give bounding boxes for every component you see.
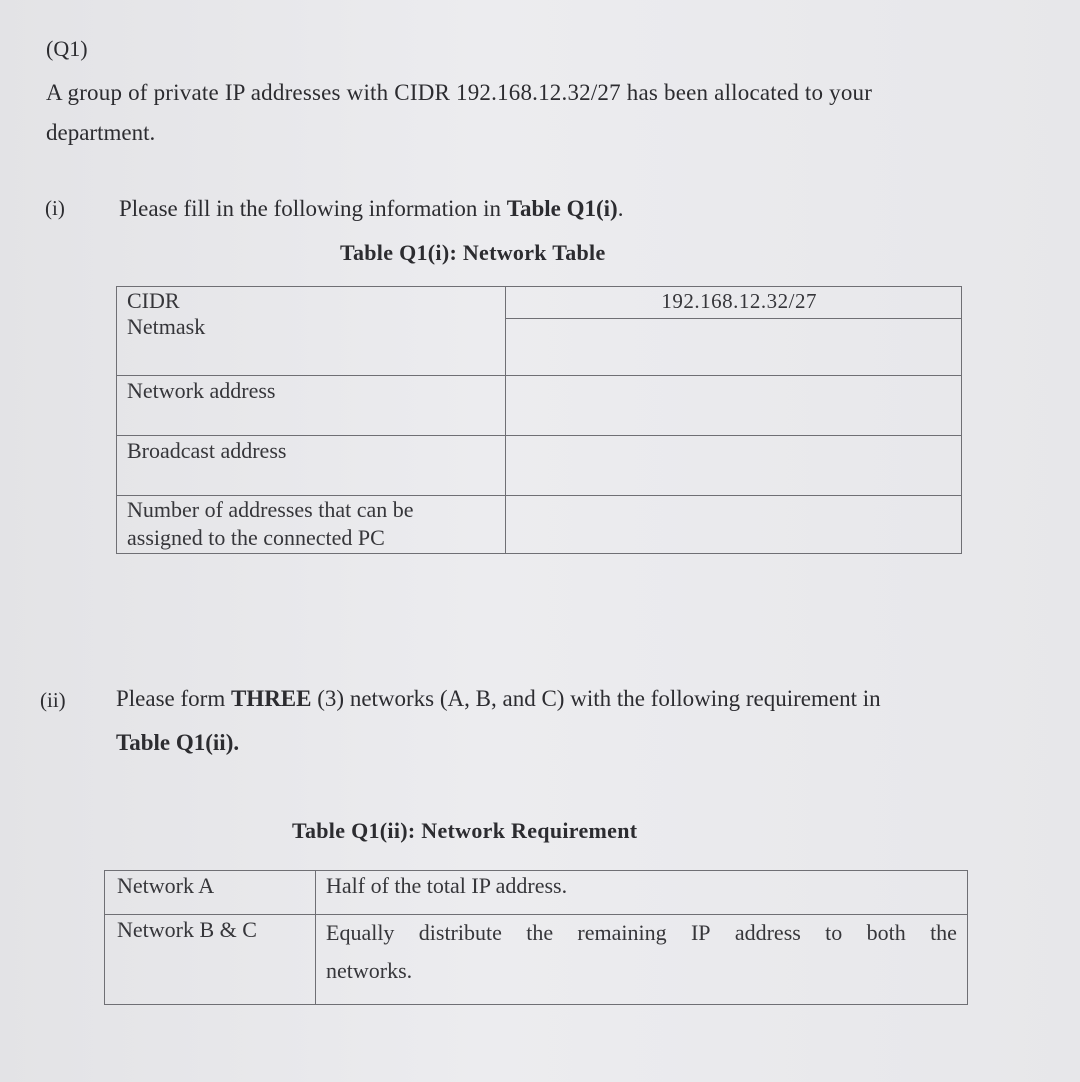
part2-number: (ii) bbox=[40, 688, 66, 712]
table-row bbox=[117, 376, 962, 436]
assignable-addresses-line1: Number of addresses that can be bbox=[127, 497, 414, 522]
requirement-network-bc-line2: networks. bbox=[326, 958, 413, 983]
requirement-word: remaining bbox=[577, 920, 667, 945]
table-row bbox=[105, 915, 968, 1005]
part2-instruction-line2: Table Q1(ii). bbox=[116, 730, 240, 755]
network-table-label-network-address: Network address bbox=[117, 376, 506, 436]
part1-instruction-prefix: Please fill in the following information in bbox=[119, 196, 507, 221]
network-table-label-broadcast-address: Broadcast address bbox=[117, 436, 506, 496]
part1-instruction-suffix: . bbox=[617, 196, 624, 221]
part1-number: (i) bbox=[45, 196, 65, 220]
requirement-word: the bbox=[930, 920, 957, 945]
network-table-label-netmask: Netmask bbox=[127, 314, 206, 339]
table-row bbox=[117, 436, 962, 496]
part2-instruction-prefix: Please form bbox=[116, 686, 231, 711]
part2-instruction-suffix: (3) networks (A, B, and C) with the following requirement in bbox=[311, 686, 881, 711]
question-intro-line1: A group of private IP addresses with CIDR 192.168.12.32/27 has been allocated to your bbox=[46, 80, 873, 105]
part2-instruction-line1 bbox=[116, 686, 881, 712]
network-table-label-cidr: CIDR bbox=[127, 288, 180, 313]
requirement-word: the bbox=[526, 920, 554, 945]
requirement-word: IP bbox=[690, 920, 711, 945]
network-table bbox=[116, 286, 962, 554]
requirement-word: distribute bbox=[418, 920, 502, 945]
network-table-value-assignable-addresses[interactable] bbox=[506, 496, 962, 554]
requirement-word: both bbox=[866, 920, 906, 945]
network-table-value-broadcast-address[interactable] bbox=[506, 436, 962, 496]
network-table-label-cidr-netmask bbox=[117, 287, 506, 376]
network-table-value-netmask[interactable] bbox=[506, 319, 962, 376]
requirement-network-bc-label: Network B & C bbox=[105, 915, 316, 1005]
assignable-addresses-line2: assigned to the connected PC bbox=[127, 525, 385, 550]
requirement-word: address bbox=[734, 920, 801, 945]
network-table-value-network-address[interactable] bbox=[506, 376, 962, 436]
part1-instruction-table-ref: Table Q1(i) bbox=[506, 196, 618, 221]
requirement-network-a-text: Half of the total IP address. bbox=[316, 871, 968, 915]
table-row bbox=[105, 871, 968, 915]
network-requirement-caption: Table Q1(ii): Network Requirement bbox=[292, 818, 638, 843]
requirement-network-bc-line1 bbox=[326, 917, 957, 949]
requirement-network-bc-text bbox=[316, 915, 968, 1005]
requirement-network-a-label: Network A bbox=[105, 871, 316, 915]
question-intro-line2: department. bbox=[46, 120, 156, 145]
table-row bbox=[117, 496, 962, 554]
requirement-word: Equally bbox=[326, 920, 395, 945]
requirement-word: to bbox=[825, 920, 843, 945]
network-requirement-table bbox=[104, 870, 968, 1005]
network-table-label-assignable-addresses bbox=[117, 496, 506, 554]
network-table-caption: Table Q1(i): Network Table bbox=[340, 240, 606, 265]
network-table-value-cidr: 192.168.12.32/27 bbox=[506, 287, 962, 319]
part1-instruction bbox=[119, 196, 623, 222]
table-row bbox=[117, 287, 962, 319]
question-label: (Q1) bbox=[46, 36, 88, 61]
part2-instruction-emphasis: THREE bbox=[230, 686, 312, 711]
